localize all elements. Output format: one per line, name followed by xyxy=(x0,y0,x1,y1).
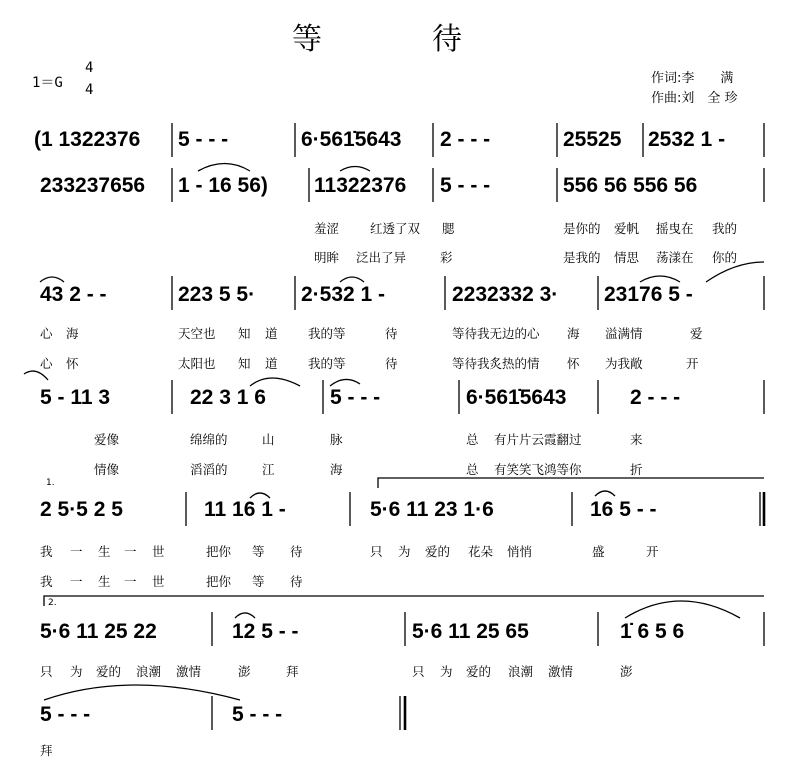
lyric: 待 xyxy=(290,544,303,559)
notation-l5-m1: 2 5·5 2 5 xyxy=(40,498,123,521)
notation-l4-m5: 2 - - - xyxy=(630,386,681,409)
lyric: 只 xyxy=(40,664,53,679)
lyric: 知 xyxy=(238,356,251,371)
lyric: 摇曳在 xyxy=(656,221,694,236)
lyric: 澎 xyxy=(620,664,633,679)
lyric: 折 xyxy=(630,462,643,477)
notation-l1-m4: 2 - - - xyxy=(440,128,491,151)
lyric: 世 xyxy=(152,574,165,589)
lyric: 来 xyxy=(630,432,643,447)
notation-l4-m4: 6·561̇5643 xyxy=(466,386,567,409)
lyric: 把你 xyxy=(206,544,232,559)
song-title: 等待 xyxy=(292,22,572,57)
lyric: 太阳也 xyxy=(178,356,216,371)
notation-l3-m3: 2·532 1 - xyxy=(301,283,386,306)
time-signature-top: 4 xyxy=(85,60,94,76)
lyric: 滔滔的 xyxy=(190,462,228,477)
lyric: 江 xyxy=(262,462,275,477)
notation-l5-m4: 16 5 - - xyxy=(590,498,657,521)
lyric: 彩 xyxy=(440,250,453,265)
lyric: 我的 xyxy=(712,221,738,236)
lyric: 红透了双 xyxy=(370,221,421,236)
lyric: 心 xyxy=(40,326,53,341)
lyric: 知 xyxy=(238,326,251,341)
lyric: 道 xyxy=(265,326,278,341)
notation-l7-m2: 5 - - - xyxy=(232,703,283,726)
notation-l6-m3: 5·6 11 25 65 xyxy=(412,620,529,643)
volta-second: 2. xyxy=(48,598,57,608)
lyric: 激情 xyxy=(176,664,202,679)
notation-l5-m2: 11 16 1 - xyxy=(204,498,286,521)
lyric: 等待我炙热的情 xyxy=(452,356,540,371)
notation-l3-m4: 2232332 3· xyxy=(452,283,559,306)
lyric: 爱的 xyxy=(466,664,492,679)
lyric: 是我的 xyxy=(563,250,601,265)
notation-l4-m2: 22 3 1 6 xyxy=(190,386,266,409)
lyric: 等待我无边的心 xyxy=(452,326,540,341)
lyric: 你的 xyxy=(712,250,738,265)
lyric: 拜 xyxy=(40,743,53,758)
notation-l6-m1: 5·6 11 25 22 xyxy=(40,620,157,643)
lyric: 我的等 xyxy=(308,356,346,371)
lyric: 待 xyxy=(385,356,398,371)
key-signature: 1＝G xyxy=(32,75,63,91)
lyric: 为 xyxy=(440,664,453,679)
lyric: 盛 xyxy=(592,544,605,559)
lyric: 为 xyxy=(70,664,83,679)
lyric: 待 xyxy=(385,326,398,341)
lyric: 开 xyxy=(686,356,699,371)
lyric: 一 xyxy=(70,544,83,559)
lyric: 总 xyxy=(466,432,479,447)
notation-l1-m6: 2532 1 - xyxy=(648,128,726,151)
lyric: 澎 xyxy=(238,664,251,679)
lyric: 浪潮 xyxy=(136,664,162,679)
notation-l3-m5: 23176 5 - xyxy=(604,283,693,306)
lyric: 绵绵的 xyxy=(190,432,228,447)
lyric: 怀 xyxy=(66,356,79,371)
lyric: 怀 xyxy=(567,356,580,371)
lyric: 海 xyxy=(567,326,580,341)
notation-l3-m2: 223 5 5· xyxy=(178,283,256,306)
lyric: 山 xyxy=(262,432,275,447)
lyric: 荡漾在 xyxy=(656,250,694,265)
lyric: 我 xyxy=(40,544,53,559)
volta-first: 1. xyxy=(46,478,55,488)
lyric: 道 xyxy=(265,356,278,371)
lyric: 溢满情 xyxy=(605,326,643,341)
lyric: 爱的 xyxy=(96,664,122,679)
lyric: 世 xyxy=(152,544,165,559)
notation-l4-m1: 5 - 11 3 xyxy=(40,386,111,409)
notation-l2-m4: 5 - - - xyxy=(440,174,491,197)
lyric: 我 xyxy=(40,574,53,589)
notation-l2-m2: 1 - 16 56) xyxy=(178,174,268,197)
lyric: 情像 xyxy=(94,462,120,477)
lyricist-credit: 作词:李 满 xyxy=(651,71,734,86)
notation-l2-m1: 233237656 xyxy=(40,174,146,197)
composer-credit: 作曲:刘 全 珍 xyxy=(651,91,738,106)
lyric: 只 xyxy=(412,664,425,679)
lyric: 我的等 xyxy=(308,326,346,341)
lyric: 爱的 xyxy=(425,544,451,559)
lyric: 把你 xyxy=(206,574,232,589)
lyric: 为我敞 xyxy=(605,356,643,371)
lyric: 等 xyxy=(252,574,265,589)
notation-l1-m1: (1 1322376 xyxy=(34,128,141,151)
lyric: 情思 xyxy=(614,250,640,265)
notation-l4-m3: 5 - - - xyxy=(330,386,381,409)
lyric: 心 xyxy=(40,356,53,371)
notation-l1-m3: 6·561̇5643 xyxy=(301,128,402,151)
notation-l3-m1: 43 2 - - xyxy=(40,283,107,306)
lyric: 天空也 xyxy=(178,326,216,341)
lyric: 只 xyxy=(370,544,383,559)
lyric: 激情 xyxy=(548,664,574,679)
notation-l1-m2: 5 - - - xyxy=(178,128,229,151)
lyric: 脉 xyxy=(330,432,343,447)
lyric: 泛出了异 xyxy=(356,250,407,265)
notation-l2-m3: 11322376 xyxy=(314,174,407,197)
time-signature-bottom: 4 xyxy=(85,82,94,98)
lyric: 腮 xyxy=(442,221,455,236)
lyric: 是你的 xyxy=(563,221,601,236)
lyric: 总 xyxy=(466,462,479,477)
lyric: 悄悄 xyxy=(507,544,533,559)
lyric: 一 xyxy=(124,544,137,559)
lyric: 为 xyxy=(398,544,411,559)
notation-l2-m5: 556 56 556 56 xyxy=(563,174,698,197)
lyric: 明眸 xyxy=(314,250,340,265)
notation-l1-m5: 25525 xyxy=(563,128,622,151)
notation-l6-m2: 12 5 - - xyxy=(232,620,299,643)
lyric: 海 xyxy=(66,326,79,341)
lyric: 浪潮 xyxy=(508,664,534,679)
notation-l5-m3: 5·6 11 23 1·6 xyxy=(370,498,494,521)
lyric: 生 xyxy=(98,544,111,559)
lyric: 羞涩 xyxy=(314,221,340,236)
lyric: 海 xyxy=(330,462,343,477)
lyric: 一 xyxy=(70,574,83,589)
lyric: 生 xyxy=(98,574,111,589)
lyric: 拜 xyxy=(286,664,299,679)
lyric: 爱帆 xyxy=(614,221,640,236)
lyric: 一 xyxy=(124,574,137,589)
notation-l6-m4: 1̇ 6 5 6 xyxy=(620,620,685,643)
lyric: 爱像 xyxy=(94,432,120,447)
lyric: 待 xyxy=(290,574,303,589)
lyric: 花朵 xyxy=(468,544,494,559)
notation-l7-m1: 5 - - - xyxy=(40,703,91,726)
lyric: 开 xyxy=(646,544,659,559)
lyric: 等 xyxy=(252,544,265,559)
lyric: 有笑笑飞鸿等你 xyxy=(494,462,582,477)
lyric: 有片片云霞翻过 xyxy=(494,432,582,447)
lyric: 爱 xyxy=(690,326,703,341)
